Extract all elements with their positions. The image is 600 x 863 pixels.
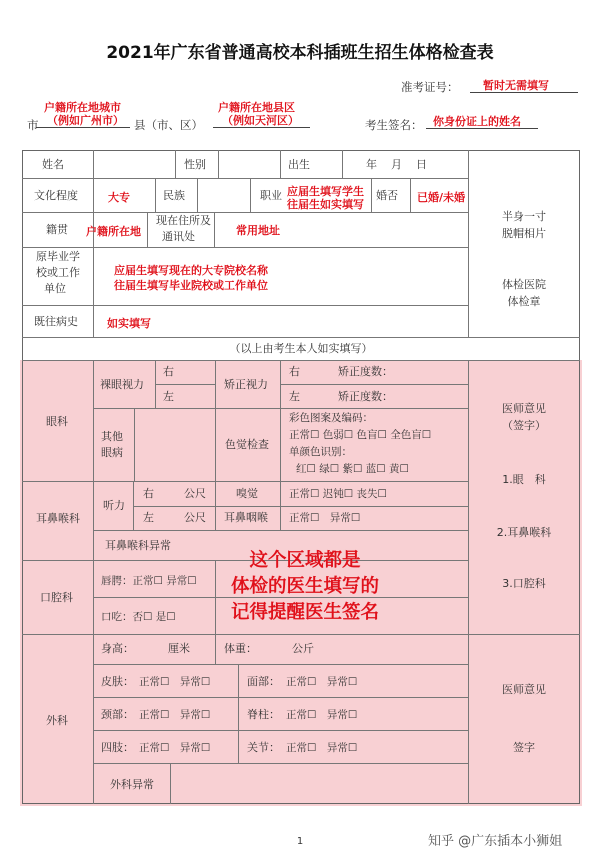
throat-options: 正常☐ 异常☐ bbox=[289, 512, 361, 524]
lip-options: 唇腭：正常☐ 异常☐ bbox=[101, 575, 197, 587]
ent-abnormal-label: 耳鼻喉科异常 bbox=[105, 539, 171, 552]
county-note-line2: （例如天河区） bbox=[222, 114, 299, 127]
neck-label: 颈部： bbox=[101, 708, 134, 721]
height-label: 身高： bbox=[101, 642, 134, 655]
photo-label-line1: 半身一寸 bbox=[502, 210, 546, 223]
mouth-dept-label: 口腔科 bbox=[40, 591, 73, 604]
limbs-options: 正常☐ 异常☐ bbox=[139, 742, 211, 754]
color-chart-label: 彩色图案及编码： bbox=[289, 412, 373, 424]
spine-label: 脊柱： bbox=[247, 708, 280, 721]
spine-options: 正常☐ 异常☐ bbox=[286, 709, 358, 721]
month-label: 月 bbox=[391, 158, 402, 171]
smell-label: 嗅觉 bbox=[236, 487, 258, 500]
corrected-vision-label: 矫正视力 bbox=[224, 378, 268, 391]
weight-label: 体重： bbox=[224, 642, 257, 655]
item-ent: 2.耳鼻喉科 bbox=[496, 526, 552, 539]
occupation-label: 职业 bbox=[260, 189, 282, 202]
marriage-note: 已婚/未婚 bbox=[417, 191, 466, 204]
skin-options: 正常☐ 异常☐ bbox=[139, 676, 211, 688]
surgery-abnormal-label: 外科异常 bbox=[110, 778, 154, 791]
joints-label: 关节： bbox=[247, 741, 280, 754]
birth-label: 出生 bbox=[288, 158, 310, 171]
stamp-label-line2: 体检章 bbox=[507, 295, 541, 308]
surgery-dept-label: 外科 bbox=[46, 714, 68, 727]
eye-dept-label: 眼科 bbox=[46, 415, 68, 428]
photo-label-line2: 脱帽相片 bbox=[502, 227, 546, 240]
height-unit: 厘米 bbox=[168, 642, 190, 655]
stutter-options: 口吃：否☐ 是☐ bbox=[101, 611, 176, 623]
address-label-line2: 通讯处 bbox=[162, 230, 195, 243]
hearing-left-unit: 公尺 bbox=[184, 511, 206, 524]
annotation-line-2: 体检的医生填写的 bbox=[230, 576, 379, 597]
gender-label: 性别 bbox=[184, 158, 206, 171]
weight-unit: 公斤 bbox=[292, 642, 314, 655]
exam-number-note: 暂时无需填写 bbox=[483, 79, 549, 92]
address-label-line1: 现在住所及 bbox=[156, 214, 211, 227]
year-label: 年 bbox=[366, 158, 377, 171]
day-label: 日 bbox=[416, 158, 427, 171]
item-eye: 1.眼 科 bbox=[502, 473, 546, 486]
other-eye-label-line1: 其他 bbox=[101, 430, 123, 443]
skin-label: 皮肤： bbox=[101, 675, 134, 688]
signature-label: 考生签名： bbox=[365, 118, 423, 132]
city-note-line2: （例如广州市） bbox=[47, 114, 124, 127]
city-note-line1: 户籍所在地城市 bbox=[44, 101, 121, 114]
mono-color-label: 单颜色识别： bbox=[289, 446, 352, 458]
school-note-line2: 往届生填写毕业院校或工作单位 bbox=[114, 279, 268, 292]
corrected-left-label: 左 bbox=[289, 390, 300, 403]
smell-options: 正常☐ 迟钝☐ 丧失☐ bbox=[289, 488, 387, 500]
school-note-line1: 应届生填写现在的大专院校名称 bbox=[114, 264, 268, 277]
name-label: 姓名 bbox=[42, 158, 64, 171]
surgery-doctor-opinion: 医师意见 bbox=[502, 683, 546, 696]
education-label: 文化程度 bbox=[34, 189, 78, 202]
education-note: 大专 bbox=[108, 191, 130, 204]
medical-history-note: 如实填写 bbox=[107, 317, 151, 330]
correction-degree-right: 矫正度数： bbox=[338, 365, 393, 378]
hearing-label: 听力 bbox=[103, 499, 125, 512]
signature-note: 你身份证上的姓名 bbox=[433, 115, 521, 128]
marriage-label: 婚否 bbox=[376, 189, 398, 202]
ent-dept-label: 耳鼻喉科 bbox=[36, 512, 80, 525]
school-label-line1: 原毕业学 bbox=[36, 250, 80, 263]
county-note-line1: 户籍所在地县区 bbox=[218, 101, 295, 114]
occupation-note-line2: 往届生如实填写 bbox=[287, 198, 364, 211]
naked-right-label: 右 bbox=[163, 365, 174, 378]
hearing-right-unit: 公尺 bbox=[184, 487, 206, 500]
joints-options: 正常☐ 异常☐ bbox=[286, 742, 358, 754]
doctor-fill-annotation bbox=[185, 548, 425, 626]
limbs-label: 四肢： bbox=[101, 741, 134, 754]
hearing-left-label: 左 bbox=[143, 511, 154, 524]
occupation-note-line1: 应届生填写学生 bbox=[287, 185, 364, 198]
annotation-line-1: 这个区域都是 bbox=[249, 550, 361, 571]
neck-options: 正常☐ 异常☐ bbox=[139, 709, 211, 721]
annotation-line-3: 记得提醒医生签名 bbox=[230, 602, 379, 623]
hearing-right-label: 右 bbox=[143, 487, 154, 500]
stamp-label-line1: 体检医院 bbox=[502, 278, 546, 291]
surgery-doctor-sign: 签字 bbox=[513, 741, 535, 754]
county-suffix: 县（市、区） bbox=[134, 118, 203, 132]
school-label-line2: 校或工作 bbox=[36, 266, 80, 279]
exam-number-label: 准考证号： bbox=[401, 80, 459, 94]
naked-vision-label: 裸眼视力 bbox=[100, 378, 144, 391]
color-check-label: 色觉检查 bbox=[225, 438, 269, 451]
native-place-note: 户籍所在地 bbox=[86, 225, 141, 238]
face-label: 面部： bbox=[247, 675, 280, 688]
correction-degree-left: 矫正度数： bbox=[338, 390, 393, 403]
other-eye-label-line2: 眼病 bbox=[101, 446, 123, 459]
throat-label: 耳鼻咽喉 bbox=[224, 511, 268, 524]
item-mouth: 3.口腔科 bbox=[502, 577, 546, 590]
doctor-opinion-label: 医师意见 bbox=[502, 402, 546, 415]
naked-left-label: 左 bbox=[163, 390, 174, 403]
native-place-label: 籍贯 bbox=[46, 223, 68, 236]
self-fill-note: （以上由考生本人如实填写） bbox=[229, 342, 373, 355]
school-label-line3: 单位 bbox=[44, 282, 66, 295]
city-suffix: 市 bbox=[27, 118, 39, 132]
face-options: 正常☐ 异常☐ bbox=[286, 676, 358, 688]
medical-history-label: 既往病史 bbox=[34, 315, 78, 328]
address-note: 常用地址 bbox=[236, 224, 280, 237]
color-chart-options: 正常☐ 色弱☐ 色盲☐ 全色盲☐ bbox=[289, 429, 432, 441]
ethnicity-label: 民族 bbox=[163, 189, 185, 202]
watermark: 知乎 @广东插本小狮姐 bbox=[428, 834, 563, 849]
page-title: 2021年广东省普通高校本科插班生招生体格检查表 bbox=[106, 43, 494, 63]
corrected-right-label: 右 bbox=[289, 365, 300, 378]
page-number: 1 bbox=[296, 836, 304, 847]
mono-color-options: 红☐ 绿☐ 紫☐ 蓝☐ 黄☐ bbox=[296, 463, 409, 475]
doctor-sign-label: （签字） bbox=[502, 419, 546, 432]
